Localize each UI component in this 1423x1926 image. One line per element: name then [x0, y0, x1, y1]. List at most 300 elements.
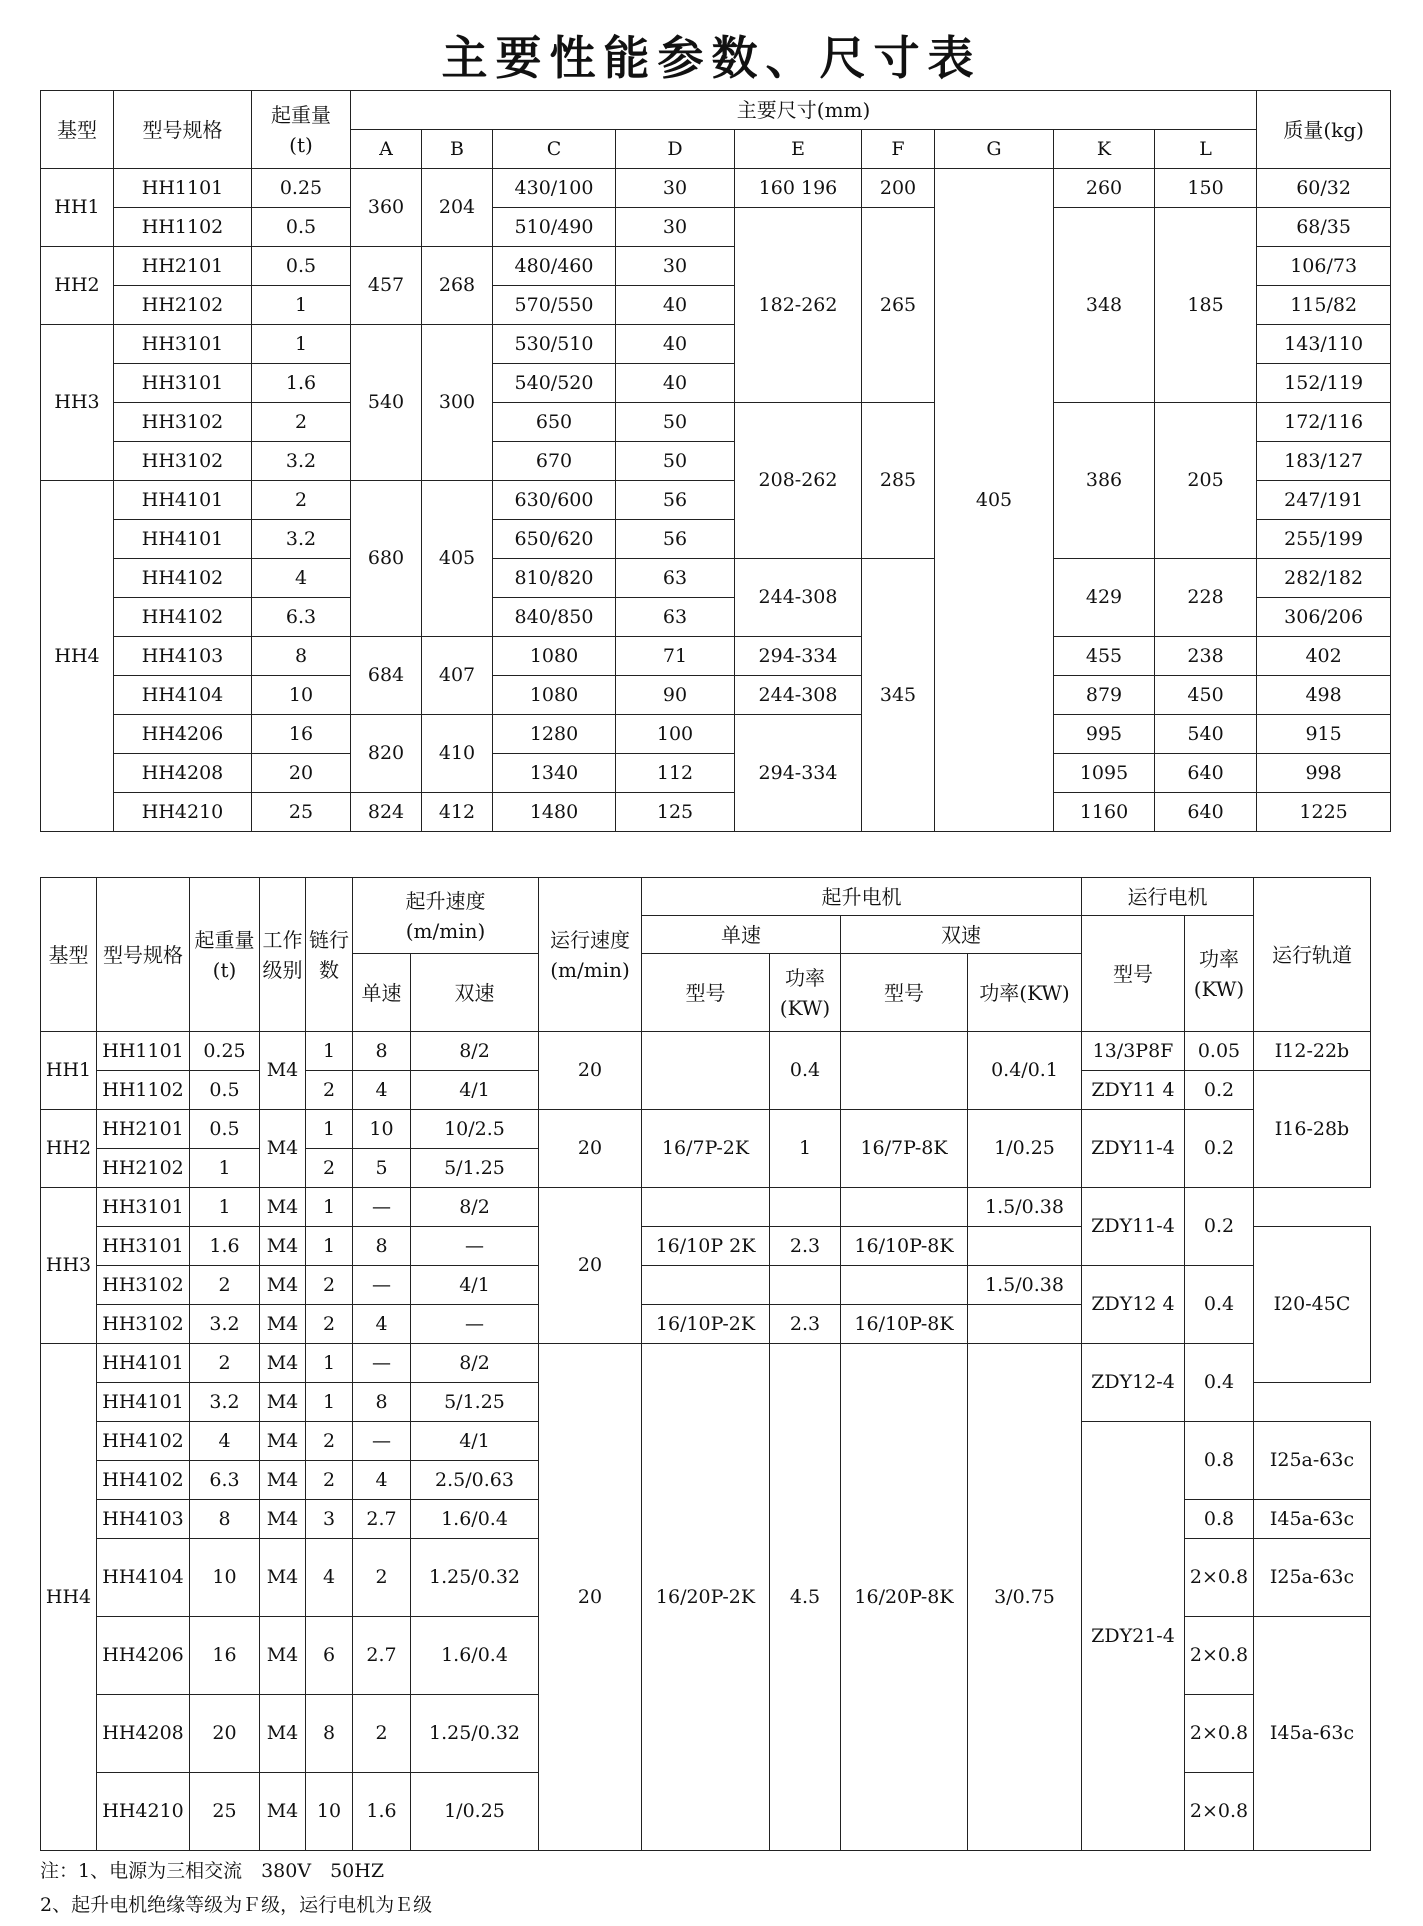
col-header-load: 起重量(t) — [190, 878, 260, 1032]
track-cell: I25a-63c — [1254, 1422, 1371, 1500]
l-cell: 640 — [1155, 754, 1257, 793]
duty-cell: M4 — [260, 1695, 306, 1773]
e-cell: 294-334 — [735, 715, 862, 832]
col-header-single: 单速 — [353, 954, 411, 1032]
col-header-run-motor: 运行电机 — [1082, 878, 1254, 916]
col-header-rm-power: 功率(KW) — [1185, 916, 1254, 1032]
rm-power-cell: 0.8 — [1185, 1422, 1254, 1500]
model-cell: HH3101 — [114, 364, 252, 403]
single-cell: 2.7 — [353, 1617, 411, 1695]
lm-dual-power-cell: 1.5/0.38 — [968, 1188, 1082, 1227]
rm-type-cell: ZDY11-4 — [1082, 1188, 1185, 1266]
model-cell: HH4102 — [97, 1422, 190, 1461]
model-cell: HH4102 — [114, 559, 252, 598]
performance-table — [40, 877, 1371, 1851]
single-cell: 4 — [353, 1461, 411, 1500]
chain-cell: 6 — [306, 1617, 353, 1695]
load-cell: 1.6 — [190, 1227, 260, 1266]
lm-single-power-cell: 4.5 — [770, 1344, 841, 1851]
col-header-F: F — [862, 130, 935, 169]
f-cell: 285 — [862, 403, 935, 559]
model-cell: HH4210 — [114, 793, 252, 832]
col-header-lm-single: 单速 — [642, 916, 841, 954]
c-cell: 530/510 — [493, 325, 616, 364]
d-cell: 63 — [616, 559, 735, 598]
d-cell: 56 — [616, 481, 735, 520]
track-cell: I16-28b — [1254, 1071, 1371, 1188]
base-cell: HH3 — [41, 1188, 97, 1344]
dual-cell: 8/2 — [411, 1188, 539, 1227]
duty-cell: M4 — [260, 1110, 306, 1188]
l-cell: 205 — [1155, 403, 1257, 559]
c-cell: 510/490 — [493, 208, 616, 247]
d-cell: 112 — [616, 754, 735, 793]
load-cell: 4 — [252, 559, 351, 598]
lm-dual-power-cell: 0.4/0.1 — [968, 1032, 1082, 1110]
table-row — [41, 715, 1391, 754]
model-cell: HH3102 — [97, 1305, 190, 1344]
l-cell: 540 — [1155, 715, 1257, 754]
k-cell: 995 — [1054, 715, 1155, 754]
lm-dual-power-cell: 1/0.25 — [968, 1110, 1082, 1188]
col-header-lm-dual: 双速 — [841, 916, 1082, 954]
k-cell: 429 — [1054, 559, 1155, 637]
track-cell: I45a-63c — [1254, 1500, 1371, 1539]
c-cell: 1340 — [493, 754, 616, 793]
e-cell: 244-308 — [735, 676, 862, 715]
lm-dual-type-cell: 16/20P-8K — [841, 1344, 968, 1851]
col-header-track: 运行轨道 — [1254, 878, 1371, 1032]
lm-dual-type-cell — [841, 1032, 968, 1110]
dual-cell: 1.25/0.32 — [411, 1539, 539, 1617]
base-cell: HH4 — [41, 481, 114, 832]
header-row — [41, 91, 1391, 130]
col-header-dims: 主要尺寸(mm) — [351, 91, 1257, 130]
d-cell: 50 — [616, 442, 735, 481]
col-header-base: 基型 — [41, 91, 114, 169]
chain-cell: 4 — [306, 1539, 353, 1617]
model-cell: HH1101 — [97, 1032, 190, 1071]
single-cell: — — [353, 1344, 411, 1383]
model-cell: HH3101 — [97, 1188, 190, 1227]
dual-cell: 4/1 — [411, 1422, 539, 1461]
load-cell: 0.5 — [190, 1071, 260, 1110]
track-cell: I20-45C — [1254, 1227, 1371, 1383]
note-line-1: 注：1、电源为三相交流 380V 50HZ — [40, 1860, 385, 1882]
d-cell: 30 — [616, 208, 735, 247]
c-cell: 810/820 — [493, 559, 616, 598]
col-header-C: C — [493, 130, 616, 169]
model-cell: HH4208 — [114, 754, 252, 793]
d-cell: 56 — [616, 520, 735, 559]
single-cell: — — [353, 1266, 411, 1305]
chain-cell: 1 — [306, 1032, 353, 1071]
l-cell: 238 — [1155, 637, 1257, 676]
mass-cell: 915 — [1257, 715, 1391, 754]
track-cell: I45a-63c — [1254, 1617, 1371, 1851]
col-header-A: A — [351, 130, 422, 169]
mass-cell: 172/116 — [1257, 403, 1391, 442]
c-cell: 670 — [493, 442, 616, 481]
d-cell: 40 — [616, 364, 735, 403]
load-cell: 2 — [190, 1344, 260, 1383]
dual-cell: 8/2 — [411, 1344, 539, 1383]
k-cell: 260 — [1054, 169, 1155, 208]
rm-type-cell: ZDY12 4 — [1082, 1266, 1185, 1344]
load-cell: 0.5 — [252, 247, 351, 286]
col-header-D: D — [616, 130, 735, 169]
l-cell: 228 — [1155, 559, 1257, 637]
load-cell: 16 — [252, 715, 351, 754]
duty-cell: M4 — [260, 1344, 306, 1383]
run-speed-cell: 20 — [539, 1110, 642, 1188]
run-speed-cell: 20 — [539, 1344, 642, 1851]
load-cell: 6.3 — [190, 1461, 260, 1500]
model-cell: HH1101 — [114, 169, 252, 208]
load-cell: 2 — [190, 1266, 260, 1305]
duty-cell: M4 — [260, 1539, 306, 1617]
chain-cell: 2 — [306, 1266, 353, 1305]
c-cell: 650 — [493, 403, 616, 442]
model-cell: HH4102 — [97, 1461, 190, 1500]
d-cell: 100 — [616, 715, 735, 754]
b-cell: 407 — [422, 637, 493, 715]
col-header-lm-dual-power: 功率(KW) — [968, 954, 1082, 1032]
single-cell: 4 — [353, 1071, 411, 1110]
chain-cell: 2 — [306, 1071, 353, 1110]
dual-cell: 5/1.25 — [411, 1383, 539, 1422]
lm-single-power-cell: 2.3 — [770, 1227, 841, 1266]
lm-single-power-cell — [770, 1188, 841, 1227]
col-header-mass: 质量(kg) — [1257, 91, 1391, 169]
c-cell: 1280 — [493, 715, 616, 754]
table-row — [41, 1344, 1371, 1383]
b-cell: 405 — [422, 481, 493, 637]
table-row — [41, 559, 1391, 598]
f-cell: 265 — [862, 208, 935, 403]
chain-cell: 1 — [306, 1344, 353, 1383]
lm-dual-power-cell — [968, 1305, 1082, 1344]
duty-cell: M4 — [260, 1422, 306, 1461]
dual-cell: 10/2.5 — [411, 1110, 539, 1149]
e-cell: 294-334 — [735, 637, 862, 676]
lm-dual-type-cell: 16/10P-8K — [841, 1227, 968, 1266]
f-cell: 345 — [862, 559, 935, 832]
mass-cell: 282/182 — [1257, 559, 1391, 598]
load-cell: 0.5 — [252, 208, 351, 247]
load-cell: 10 — [252, 676, 351, 715]
load-cell: 0.25 — [190, 1032, 260, 1071]
table-row — [41, 1032, 1371, 1071]
header-row — [41, 878, 1371, 916]
lm-single-type-cell: 16/20P-2K — [642, 1344, 770, 1851]
base-cell: HH1 — [41, 169, 114, 247]
single-cell: 2.7 — [353, 1500, 411, 1539]
model-cell: HH4206 — [114, 715, 252, 754]
table-row — [41, 637, 1391, 676]
duty-cell: M4 — [260, 1305, 306, 1344]
e-cell: 208-262 — [735, 403, 862, 559]
col-header-duty: 工作级别 — [260, 878, 306, 1032]
model-cell: HH3101 — [97, 1227, 190, 1266]
lm-single-power-cell: 2.3 — [770, 1305, 841, 1344]
model-cell: HH2102 — [97, 1149, 190, 1188]
chain-cell: 8 — [306, 1695, 353, 1773]
chain-cell: 3 — [306, 1500, 353, 1539]
load-cell: 10 — [190, 1539, 260, 1617]
col-header-B: B — [422, 130, 493, 169]
col-header-lift-motor: 起升电机 — [642, 878, 1082, 916]
mass-cell: 152/119 — [1257, 364, 1391, 403]
b-cell: 410 — [422, 715, 493, 793]
mass-cell: 106/73 — [1257, 247, 1391, 286]
c-cell: 630/600 — [493, 481, 616, 520]
dual-cell: 4/1 — [411, 1071, 539, 1110]
c-cell: 430/100 — [493, 169, 616, 208]
base-cell: HH2 — [41, 1110, 97, 1188]
lm-dual-power-cell: 3/0.75 — [968, 1344, 1082, 1851]
single-cell: — — [353, 1422, 411, 1461]
single-cell: 2 — [353, 1695, 411, 1773]
a-cell: 820 — [351, 715, 422, 793]
lm-dual-type-cell: 16/7P-8K — [841, 1110, 968, 1188]
rm-power-cell: 0.4 — [1185, 1344, 1254, 1422]
l-cell: 640 — [1155, 793, 1257, 832]
c-cell: 480/460 — [493, 247, 616, 286]
load-cell: 6.3 — [252, 598, 351, 637]
duty-cell: M4 — [260, 1266, 306, 1305]
chain-cell: 2 — [306, 1422, 353, 1461]
single-cell: 5 — [353, 1149, 411, 1188]
table-row — [41, 1266, 1371, 1305]
col-header-base: 基型 — [41, 878, 97, 1032]
col-header-L: L — [1155, 130, 1257, 169]
mass-cell: 998 — [1257, 754, 1391, 793]
single-cell: 10 — [353, 1110, 411, 1149]
chain-cell: 1 — [306, 1383, 353, 1422]
base-cell: HH1 — [41, 1032, 97, 1110]
single-cell: 8 — [353, 1383, 411, 1422]
g-cell: 405 — [935, 169, 1054, 832]
a-cell: 824 — [351, 793, 422, 832]
col-header-lm-single-type: 型号 — [642, 954, 770, 1032]
table-row — [41, 403, 1391, 442]
col-header-E: E — [735, 130, 862, 169]
a-cell: 680 — [351, 481, 422, 637]
k-cell: 1095 — [1054, 754, 1155, 793]
model-cell: HH4210 — [97, 1773, 190, 1851]
lm-single-power-cell: 1 — [770, 1110, 841, 1188]
a-cell: 360 — [351, 169, 422, 247]
load-cell: 1.6 — [252, 364, 351, 403]
rm-type-cell: ZDY11 4 — [1082, 1071, 1185, 1110]
model-cell: HH4208 — [97, 1695, 190, 1773]
d-cell: 71 — [616, 637, 735, 676]
model-cell: HH4206 — [97, 1617, 190, 1695]
d-cell: 90 — [616, 676, 735, 715]
model-cell: HH3102 — [114, 403, 252, 442]
model-cell: HH4103 — [114, 637, 252, 676]
chain-cell: 10 — [306, 1773, 353, 1851]
d-cell: 40 — [616, 325, 735, 364]
duty-cell: M4 — [260, 1617, 306, 1695]
note-line-2: 2、起升电机绝缘等级为Ｆ级，运行电机为Ｅ级 — [40, 1894, 433, 1916]
l-cell: 150 — [1155, 169, 1257, 208]
table-row — [41, 793, 1391, 832]
load-cell: 16 — [190, 1617, 260, 1695]
model-cell: HH1102 — [97, 1071, 190, 1110]
duty-cell: M4 — [260, 1188, 306, 1227]
model-cell: HH2102 — [114, 286, 252, 325]
dual-cell: 2.5/0.63 — [411, 1461, 539, 1500]
model-cell: HH3102 — [97, 1266, 190, 1305]
e-cell: 182-262 — [735, 208, 862, 403]
mass-cell: 60/32 — [1257, 169, 1391, 208]
lm-dual-type-cell — [841, 1266, 968, 1305]
model-cell: HH4104 — [97, 1539, 190, 1617]
table-row — [41, 676, 1391, 715]
rm-power-cell: 0.4 — [1185, 1266, 1254, 1344]
col-header-G: G — [935, 130, 1054, 169]
mass-cell: 255/199 — [1257, 520, 1391, 559]
load-cell: 2 — [252, 403, 351, 442]
lm-single-type-cell — [642, 1032, 770, 1110]
load-cell: 20 — [190, 1695, 260, 1773]
col-header-rm-type: 型号 — [1082, 916, 1185, 1032]
k-cell: 386 — [1054, 403, 1155, 559]
col-header-lm-dual-type: 型号 — [841, 954, 968, 1032]
track-cell: I25a-63c — [1254, 1539, 1371, 1617]
rm-type-cell: ZDY12-4 — [1082, 1344, 1185, 1422]
d-cell: 125 — [616, 793, 735, 832]
model-cell: HH3101 — [114, 325, 252, 364]
model-cell: HH2101 — [97, 1110, 190, 1149]
table-row — [41, 754, 1391, 793]
mass-cell: 402 — [1257, 637, 1391, 676]
d-cell: 30 — [616, 169, 735, 208]
chain-cell: 1 — [306, 1227, 353, 1266]
col-header-dual: 双速 — [411, 954, 539, 1032]
c-cell: 840/850 — [493, 598, 616, 637]
c-cell: 1080 — [493, 676, 616, 715]
k-cell: 879 — [1054, 676, 1155, 715]
rm-power-cell: 2×0.8 — [1185, 1539, 1254, 1617]
mass-cell: 68/35 — [1257, 208, 1391, 247]
col-header-lift-speed: 起升速度 (m/min) — [353, 878, 539, 954]
load-cell: 8 — [190, 1500, 260, 1539]
dual-cell: 1.25/0.32 — [411, 1695, 539, 1773]
dimensions-table — [40, 90, 1391, 832]
rm-power-cell: 0.2 — [1185, 1071, 1254, 1110]
load-cell: 1 — [190, 1149, 260, 1188]
chain-cell: 2 — [306, 1149, 353, 1188]
lm-dual-power-cell: 1.5/0.38 — [968, 1266, 1082, 1305]
a-cell: 540 — [351, 325, 422, 481]
load-cell: 25 — [190, 1773, 260, 1851]
rm-power-cell: 0.8 — [1185, 1500, 1254, 1539]
model-cell: HH3102 — [114, 442, 252, 481]
table-row — [41, 1110, 1371, 1149]
base-cell: HH3 — [41, 325, 114, 481]
lm-single-power-cell: 0.4 — [770, 1032, 841, 1110]
e-cell: 244-308 — [735, 559, 862, 637]
chain-cell: 1 — [306, 1110, 353, 1149]
d-cell: 40 — [616, 286, 735, 325]
duty-cell: M4 — [260, 1500, 306, 1539]
model-cell: HH1102 — [114, 208, 252, 247]
dual-cell: 1.6/0.4 — [411, 1617, 539, 1695]
dual-cell: 1/0.25 — [411, 1773, 539, 1851]
rm-type-cell: 13/3P8F — [1082, 1032, 1185, 1071]
dual-cell: 4/1 — [411, 1266, 539, 1305]
single-cell: 8 — [353, 1227, 411, 1266]
track-cell: I12-22b — [1254, 1032, 1371, 1071]
col-header-model: 型号规格 — [97, 878, 190, 1032]
k-cell: 348 — [1054, 208, 1155, 403]
base-cell: HH4 — [41, 1344, 97, 1851]
load-cell: 25 — [252, 793, 351, 832]
load-cell: 1 — [252, 286, 351, 325]
chain-cell: 2 — [306, 1305, 353, 1344]
single-cell: 2 — [353, 1539, 411, 1617]
mass-cell: 498 — [1257, 676, 1391, 715]
col-header-chain: 链行数 — [306, 878, 353, 1032]
lm-dual-power-cell — [968, 1227, 1082, 1266]
mass-cell: 247/191 — [1257, 481, 1391, 520]
dual-cell: — — [411, 1305, 539, 1344]
single-cell: — — [353, 1188, 411, 1227]
rm-power-cell: 0.2 — [1185, 1110, 1254, 1188]
chain-cell: 1 — [306, 1188, 353, 1227]
b-cell: 300 — [422, 325, 493, 481]
load-cell: 3.2 — [190, 1383, 260, 1422]
load-cell: 4 — [190, 1422, 260, 1461]
duty-cell: M4 — [260, 1032, 306, 1110]
col-header-run-speed: 运行速度 (m/min) — [539, 878, 642, 1032]
d-cell: 30 — [616, 247, 735, 286]
load-cell: 1 — [252, 325, 351, 364]
f-cell: 200 — [862, 169, 935, 208]
model-cell: HH2101 — [114, 247, 252, 286]
load-cell: 2 — [252, 481, 351, 520]
lm-dual-type-cell: 16/10P-8K — [841, 1305, 968, 1344]
c-cell: 570/550 — [493, 286, 616, 325]
duty-cell: M4 — [260, 1227, 306, 1266]
col-header-lm-single-power: 功率(KW) — [770, 954, 841, 1032]
load-cell: 3.2 — [190, 1305, 260, 1344]
a-cell: 457 — [351, 247, 422, 325]
single-cell: 4 — [353, 1305, 411, 1344]
k-cell: 1160 — [1054, 793, 1155, 832]
model-cell: HH4102 — [114, 598, 252, 637]
model-cell: HH4101 — [114, 481, 252, 520]
load-cell: 0.25 — [252, 169, 351, 208]
chain-cell: 2 — [306, 1461, 353, 1500]
e-cell: 160 196 — [735, 169, 862, 208]
k-cell: 455 — [1054, 637, 1155, 676]
b-cell: 268 — [422, 247, 493, 325]
b-cell: 204 — [422, 169, 493, 247]
rm-power-cell: 2×0.8 — [1185, 1773, 1254, 1851]
lm-single-power-cell — [770, 1266, 841, 1305]
model-cell: HH4101 — [114, 520, 252, 559]
c-cell: 1480 — [493, 793, 616, 832]
model-cell: HH4104 — [114, 676, 252, 715]
mass-cell: 1225 — [1257, 793, 1391, 832]
duty-cell: M4 — [260, 1461, 306, 1500]
table-row — [41, 208, 1391, 247]
rm-type-cell: ZDY11-4 — [1082, 1110, 1185, 1188]
